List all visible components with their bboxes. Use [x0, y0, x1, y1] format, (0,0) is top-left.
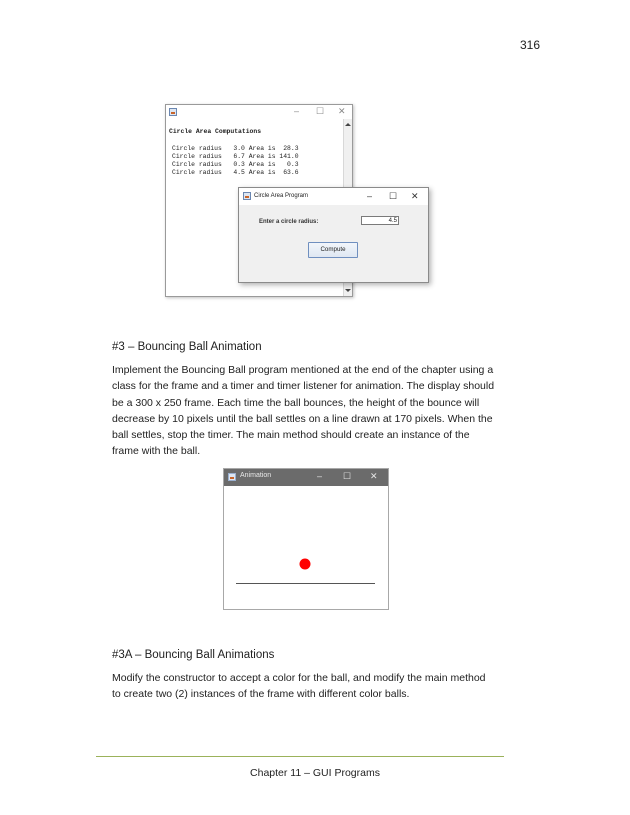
console-titlebar: [166, 105, 352, 119]
animation-window: [223, 468, 389, 610]
paragraph-line: Modify the constructor to accept a color for the ball, and modify the main method: [112, 672, 486, 684]
console-line: Circle radius 4.5 Area is 63.6: [172, 169, 299, 176]
console-line: Circle radius 3.0 Area is 28.3: [172, 145, 299, 152]
paragraph-line: class for the frame and a timer and timer listener for animation. The display should: [112, 380, 495, 393]
java-app-icon: [228, 473, 236, 481]
page-number: 316: [520, 38, 541, 52]
paragraph-line: be a 300 x 250 frame. Each time the ball bounces, the height of the bounce will: [112, 396, 480, 409]
paragraph-line: to create two (2) instances of the frame with different color balls.: [112, 688, 410, 701]
animation-title: Animation: [240, 472, 272, 479]
paragraph-line: frame with the ball.: [112, 445, 201, 458]
radius-input[interactable]: 4.5: [361, 216, 399, 225]
bouncing-ball: [300, 559, 311, 570]
console-line: Circle radius 0.3 Area is 0.3: [172, 161, 299, 168]
circle-area-dialog: [238, 187, 429, 283]
close-button[interactable]: ✕: [370, 471, 378, 481]
section-3a-paragraph: [112, 670, 486, 703]
dialog-title: Circle Area Program: [254, 193, 309, 199]
scroll-down-arrow-icon[interactable]: [345, 288, 351, 293]
maximize-button[interactable]: ☐: [316, 106, 325, 116]
animation-canvas: [224, 486, 388, 609]
java-app-icon: [243, 192, 251, 200]
section-3-heading: #3 – Bouncing Ball Animation: [112, 341, 262, 353]
minimize-button[interactable]: –: [294, 106, 300, 116]
animation-titlebar: [224, 469, 388, 486]
section-3a-heading: #3A – Bouncing Ball Animations: [112, 649, 275, 661]
paragraph-line: ball settles, stop the timer. The main method should create an instance of the: [112, 429, 470, 442]
close-button[interactable]: ✕: [411, 191, 419, 201]
paragraph-line: Implement the Bouncing Ball program mentioned at the end of the chapter using a: [112, 364, 494, 376]
section-3-paragraph: [112, 362, 494, 460]
maximize-button[interactable]: ☐: [389, 191, 398, 201]
minimize-button[interactable]: –: [317, 471, 323, 481]
paragraph-line: decrease by 10 pixels until the ball settles on a line drawn at 170 pixels. When the: [112, 412, 493, 425]
console-line: Circle radius 6.7 Area is 141.0: [172, 153, 299, 160]
minimize-button[interactable]: –: [367, 191, 373, 201]
java-app-icon: [169, 108, 177, 116]
console-heading: Circle Area Computations: [169, 128, 262, 135]
close-button[interactable]: ✕: [338, 106, 346, 116]
scroll-up-arrow-icon[interactable]: [345, 122, 351, 127]
dialog-titlebar: [239, 188, 428, 205]
footer-chapter: Chapter 11 – GUI Programs: [250, 767, 380, 779]
footer-divider: [96, 756, 504, 757]
compute-button[interactable]: Compute: [308, 242, 358, 258]
radius-label: Enter a circle radius:: [259, 219, 319, 225]
maximize-button[interactable]: ☐: [343, 471, 352, 481]
